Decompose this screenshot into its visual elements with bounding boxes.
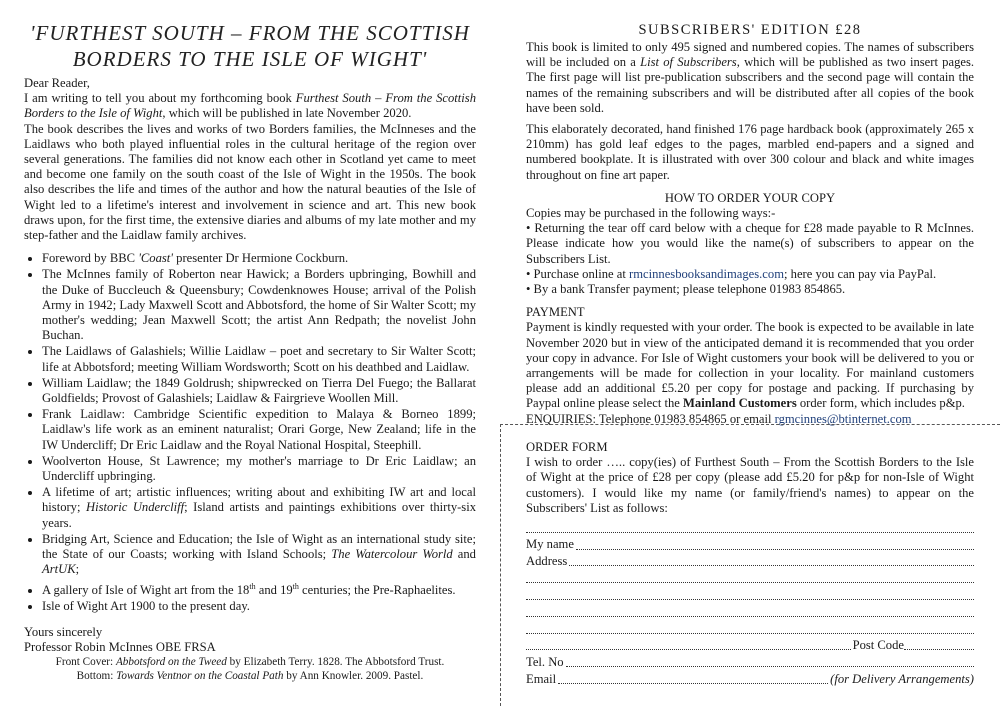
list-item-text: and [452,547,476,562]
postcode-field[interactable] [526,637,974,654]
dotted-fill [904,649,974,650]
order-form-heading: ORDER FORM [526,440,608,454]
email-field[interactable] [526,670,974,687]
dotted-fill [569,565,974,566]
description-paragraph: The book describes the lives and works of two Borders families, the McInneses and the Laidlaws who both played influential roles in the cultural heritage of the region over several generations. The families did not know each other in Scotland yet came to meet and become one family on the south coast of the Isle of Wight in the 1950s. The book also describes the life and times of the author and how the natural beauties of the Isle of Wight led to a lifetime's interest and involvement in science and art. This new book draws upon, for the first time, the extensive diaries and albums of my late mother and my step-father and the Laidlaw family archives. [24,121,476,243]
book-title: 'FURTHEST SOUTH – FROM THE SCOTTISH BORDERS TO THE ISLE OF WIGHT' [30,21,470,71]
my-name-label: My name [526,537,574,552]
how-to-order-intro: Copies may be purchased in the following ways:- [526,206,776,221]
dotted-fill [526,582,974,583]
payment-text: Payment is kindly requested with your order. The book is expected to be available in late November 2020 but in view of the anticipated demand it is recommended that you order your copy in advance. For Isle of Wight customers your book will be delivered to you or arrangements will be made for collection in your locality. For mainland customers please add an additional £5.20 per copy for postage and packing. If purchasing by Paypal online please select the [526,320,974,411]
tel-field[interactable] [526,653,974,670]
list-item-text: presenter Dr Hermione Cockburn. [173,251,349,266]
caption-credit: by Elizabeth Terry. 1828. The Abbotsford Trust. [226,656,445,668]
address-line[interactable] [526,586,974,603]
list-item [42,532,476,578]
greeting: Dear Reader, [24,76,90,90]
list-item-text: ; Island artists and paintings exhibitions over thirty-six years. [42,500,477,530]
image-captions [24,656,476,683]
address-label: Address [526,554,568,569]
caption-title: Towards Ventnor on the Coastal Path [116,669,284,682]
list-item-text: Bridging Art, Science and Education; the Isle of Wight as an international study site; the State of our Coasts; working with Island Schools; [42,531,476,562]
list-item-emphasis: ArtUK [42,562,76,577]
list-item-text: A gallery of Isle of Wight art from the 18 [42,582,250,597]
edition-emphasis: List of Subscribers [640,55,737,70]
enquiries-text: ENQUIRIES: Telephone 01983 854865 or email [526,411,775,426]
caption-credit: by Ann Knowler. 2009. Pastel. [283,669,424,682]
list-item-text: ; [75,562,80,577]
website-link[interactable]: rmcinnesbooksandimages.com [629,266,784,281]
tear-off-line [500,424,1000,425]
payment-heading: PAYMENT [526,305,585,320]
email-label: Email [526,671,557,686]
intro-paragraph [24,91,476,121]
closing: Yours sincerely [24,625,103,640]
right-page [500,0,1000,706]
superscript: th [292,581,299,591]
my-name-field[interactable] [526,536,974,553]
list-item-text: A lifetime of art; artistic influences; writing about and exhibiting IW art and local history; [42,485,476,515]
address-line[interactable] [526,569,974,586]
list-item-text: centuries; the Pre-Raphaelites. [298,582,456,597]
tel-label: Tel. No [526,654,564,669]
list-item [42,251,476,266]
address-line[interactable] [526,620,974,637]
address-line[interactable] [526,603,974,620]
list-item [42,579,476,598]
order-method-text: ; here you can pay via PayPal. [784,266,937,281]
email-link[interactable]: rgmcinnes@btinternet.com [774,411,912,426]
letter-body [24,76,476,656]
caption-label: Bottom: [76,669,117,682]
intro-book-title: Furthest South – From the Scottish Borders to the Isle of Wight [24,91,477,121]
postcode-label: Post Code [852,638,904,653]
subscriber-name-line[interactable] [526,519,974,536]
dotted-fill [526,649,851,650]
dotted-fill [566,666,974,667]
caption-title: Abbotsford on the Tweed [115,656,227,668]
how-to-order-heading: HOW TO ORDER YOUR COPY [664,190,836,205]
list-item: • Isle of Wight Art 1900 to the present day. [42,599,476,614]
list-item: • William Laidlaw; the 1849 Goldrush; shipwrecked on Tierra Del Fuego; the Ballarat Goldfields; Provost of Galashiels; Laidlaw & Fairgrieve Woollen Mill. [42,376,476,406]
payment-emphasis: Mainland Customers [683,396,797,411]
edition-text: , which will be published as two insert pages. The first page will list pre-publication subscribers and the second page will contain the names of the remaining subscribers and will be distributed after all copies of the book have been sold. [526,55,974,115]
dotted-fill [576,549,974,550]
order-method-online [526,267,974,282]
list-item-emphasis: Historic Undercliff [86,500,185,515]
delivery-note: (for Delivery Arrangements) [830,671,974,686]
dotted-fill [526,532,974,533]
list-item: • The Laidlaws of Galashiels; Willie Laidlaw – poet and secretary to Sir Walter Scott; life at Abbotsford; meeting William Wordsworth; Scott on his deathbed and Laidlaw. [42,344,476,374]
edition-paragraph [526,40,974,116]
payment-paragraph [526,320,974,411]
list-item-text: Foreword by BBC [42,251,139,266]
edition-text: This book is limited to only 495 signed and numbered copies. The names of subscribers will be included on a [526,40,974,70]
book-details-paragraph: This elaborately decorated, hand finished 176 page hardback book (approximately 265 x 210mm) has gold leaf edges to the pages, marbled end-papers and a signed and numbered bookplate. It is illustrated with over 300 colour and black and white images throughout on fine art paper. [526,122,974,182]
intro-suffix: , which will be published in late November 2020. [162,106,412,121]
list-item: • The McInnes family of Roberton near Hawick; a Borders upbringing, Bowhill and the Duke of Buccleuch & Queensbury; Cowdenknowes House; arrival of the Polish Army in 1942; Lady Maxwell Scott and Abbotsford, the home of Sir Walter Scott; my mother's wedding; Jean Maxwell Scott; the artist Ann Redpath; the novelist John Buchan. [42,267,476,343]
dotted-fill [558,683,828,684]
intro-prefix: I am writing to tell you about my forthcoming book [24,91,296,106]
list-item-emphasis: 'Coast' [138,251,173,266]
order-form-text: I wish to order ….. copy(ies) of Furthest South – From the Scottish Borders to the Isle of Wight at the price of £28 per copy (please add £5.20 for p&p for non-Isle of Wight customers). I would like my name (or family/friend's names) to appear on the Subscribers' List as follows: [526,455,974,515]
edition-heading: SUBSCRIBERS' EDITION £28 [638,22,862,38]
dotted-fill [526,616,974,617]
superscript: th [249,581,256,591]
contents-list [24,251,476,614]
dotted-fill [526,599,974,600]
order-form [526,440,974,687]
edition-section [526,40,974,427]
order-method-bank: • By a bank Transfer payment; please telephone 01983 854865. [526,282,846,297]
list-item-text: and 19 [255,582,293,597]
list-item: • Woolverton House, St Lawrence; my mother's marriage to Dr Eric Laidlaw; an Undercliff upbringing. [42,454,476,484]
signature: Professor Robin McInnes OBE FRSA [24,640,216,655]
address-field[interactable] [526,553,974,570]
dotted-fill [526,633,974,634]
caption-bottom [24,670,476,684]
caption-front-cover [24,656,476,670]
tear-off-edge [500,424,501,706]
payment-text: order form, which includes p&p. [796,396,965,411]
list-item [42,485,476,531]
order-method-cheque: • Returning the tear off card below with a cheque for £28 made payable to R McInnes. Please indicate how you would like the name(s) of subscribers to appear on the Subscribers List. [526,221,974,266]
order-method-text: • Purchase online at [526,266,630,281]
list-item-emphasis: The Watercolour World [331,547,453,562]
caption-label: Front Cover: [55,656,116,668]
list-item: • Frank Laidlaw: Cambridge Scientific expedition to Malaya & Borneo 1899; Laidlaw's life work as an eminent naturalist; Orari Gorge, New Zealand; life in the IW Undercliff; Dr Eric Laidlaw and the Royal National Hospital, Steephill. [42,407,476,453]
